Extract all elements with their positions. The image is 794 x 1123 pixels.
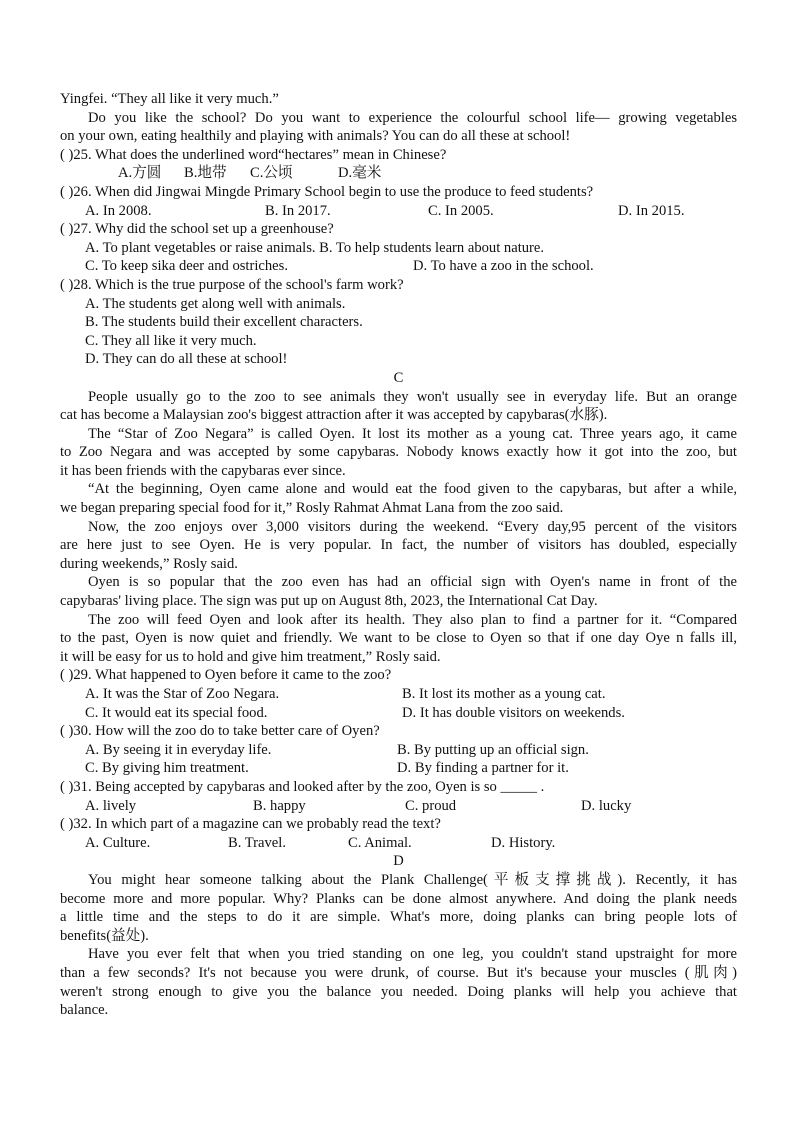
text-line: than a few seconds? It's not because you were drunk, of course. But it's because your muscles (肌肉) (60, 964, 737, 981)
option-c: C. By giving him treatment. (85, 760, 249, 777)
option-d: D. By finding a partner for it. (397, 760, 569, 777)
document-content (60, 90, 737, 1020)
text-line: to Zoo Negara and was accepted by some capybaras. Nobody knows exactly how it got into the zoo, but (60, 444, 737, 461)
text-line: Do you like the school? Do you want to experience the colourful school life— growing vegetables (88, 109, 737, 126)
text-line: People usually go to the zoo to see animals they won't usually see in everyday life. But an orange (88, 388, 737, 405)
text-line: Oyen is so popular that the zoo even has had an official sign with Oyen's name in front of the (88, 574, 737, 591)
text-line: to the past, Oyen is now quiet and friendly. We want to be close to Oyen so that if one day Oye n falls ill, (60, 630, 737, 647)
question-25: ( )25. What does the underlined word“hectares” mean in Chinese? (60, 146, 447, 163)
option-b: B. The students build their excellent characters. (85, 314, 363, 331)
option-d: D.毫米 (338, 165, 382, 182)
option-b: B. By putting up an official sign. (397, 741, 589, 758)
question-30: ( )30. How will the zoo do to take better care of Oyen? (60, 723, 380, 740)
option-d: D. They can do all these at school! (85, 351, 288, 368)
option-a: A. The students get along well with animals. (85, 295, 346, 312)
text-line: it has been friends with the capybaras ever since. (60, 462, 346, 479)
text-line: weren't strong enough to give you the balance you needed. Doing planks will help you achieve that (60, 983, 737, 1000)
option-b: B. Travel. (228, 834, 286, 851)
option-b: B.地带 (184, 165, 227, 182)
option-a: A. By seeing it in everyday life. (85, 741, 272, 758)
option-d: D. History. (491, 834, 556, 851)
option-c: C. To keep sika deer and ostriches. (85, 258, 288, 275)
option-a: A. It was the Star of Zoo Negara. (85, 686, 280, 702)
question-29: ( )29. What happened to Oyen before it came to the zoo? (60, 667, 392, 684)
text-line: a little time and the steps to do it are simple. What's more, doing planks can bring people lots of (60, 909, 737, 926)
text-line: we began preparing special food for it,” Rosly Rahmat Ahmat Lana from the zoo said. (60, 500, 564, 517)
option-a: A. Culture. (85, 834, 151, 851)
options-27 (60, 257, 737, 276)
text-line: Now, the zoo enjoys over 3,000 visitors during the weekend. “Every day,95 percent of the visitors (88, 518, 737, 535)
text-line: The “Star of Zoo Negara” is called Oyen. It lost its mother as a young cat. Three years ago, it came (88, 425, 737, 442)
options-30b (60, 759, 737, 778)
options-25 (60, 164, 737, 183)
text-line: Yingfei. “They all like it very much.” (60, 91, 279, 107)
option-d: D. It has double visitors on weekends. (402, 704, 625, 721)
text-line: on your own, eating healthily and playing with animals? You can do all these at school! (60, 128, 571, 145)
text-line: it will be easy for us to hold and give him treatment,” Rosly said. (60, 648, 441, 665)
options-26 (60, 202, 737, 221)
question-31: ( )31. Being accepted by capybaras and looked after by the zoo, Oyen is so _____ . (60, 778, 545, 795)
option-a: A.方圆 (118, 165, 162, 182)
options-30a (60, 741, 737, 760)
text-line: are here just to see Oyen. He is very popular. In fact, the number of visitors has doubled, especially (60, 537, 737, 554)
section-heading-c: C (393, 369, 404, 386)
option-c: C. It would eat its special food. (85, 704, 268, 721)
option-c: C.公顷 (250, 165, 293, 182)
option-c: C. They all like it very much. (85, 332, 257, 349)
option-d: D. To have a zoo in the school. (413, 258, 594, 275)
text-line: You might hear someone talking about the Plank Challenge(平板支撑挑战). Recently, it has (88, 871, 737, 888)
option-c: C. In 2005. (428, 202, 494, 219)
option-a: A. In 2008. (85, 202, 152, 219)
question-27: ( )27. Why did the school set up a greenhouse? (60, 221, 334, 238)
option-b: B. In 2017. (265, 202, 331, 219)
option-d: D. lucky (581, 797, 632, 814)
options-29a (60, 685, 737, 704)
options-29b (60, 704, 737, 723)
option-c: C. Animal. (348, 834, 412, 851)
text-line: balance. (60, 1002, 109, 1019)
option-a: A. lively (85, 797, 137, 814)
question-32: ( )32. In which part of a magazine can we probably read the text? (60, 816, 441, 833)
text-line: cat has become a Malaysian zoo's biggest attraction after it was accepted by capybaras(水豚). (60, 407, 608, 424)
option-b: B. happy (253, 797, 306, 814)
text-line: become more and more popular. Why? Planks can be done almost anywhere. And doing the plank needs (60, 890, 737, 907)
text-line: The zoo will feed Oyen and look after its health. They also plan to find a partner for it. “Compared (88, 611, 737, 628)
question-26: ( )26. When did Jingwai Mingde Primary School begin to use the produce to feed students? (60, 183, 594, 200)
option-b: B. It lost its mother as a young cat. (402, 686, 606, 702)
section-heading-d: D (393, 853, 404, 870)
options-31 (60, 797, 737, 816)
option-ab: A. To plant vegetables or raise animals. B. To help students learn about nature. (85, 239, 545, 256)
question-28: ( )28. Which is the true purpose of the school's farm work? (60, 276, 404, 293)
option-c: C. proud (405, 797, 457, 814)
text-line: “At the beginning, Oyen came alone and would eat the food given to the capybaras, but after a while, (88, 481, 737, 498)
text-line: Have you ever felt that when you tried standing on one leg, you couldn't stand upstraight for more (88, 946, 737, 963)
options-32 (60, 834, 737, 853)
option-d: D. In 2015. (618, 202, 685, 219)
text-line: benefits(益处). (60, 927, 149, 944)
text-line: during weekends,” Rosly said. (60, 555, 238, 572)
text-line: capybaras' living place. The sign was put up on August 8th, 2023, the International Cat Day. (60, 593, 598, 610)
